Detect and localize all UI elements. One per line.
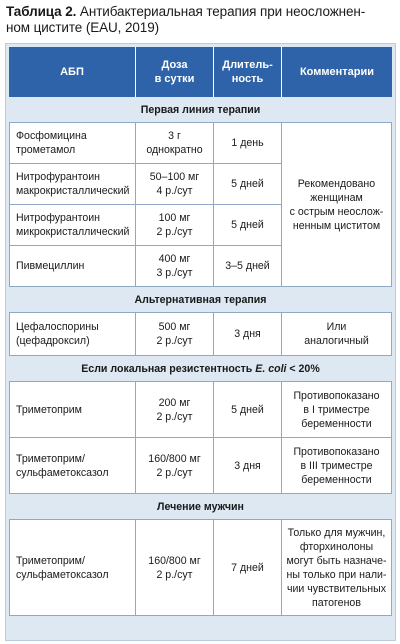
table-title: Антибактериальная терапия при неосложнен- ном цистите (EAU, 2019)	[6, 4, 366, 35]
table-row	[9, 313, 392, 356]
antibacterial-therapy-table	[9, 47, 392, 616]
table-row	[9, 438, 392, 494]
duration-cell: 5 дней	[214, 164, 282, 205]
comment-cell: Или аналогичный	[282, 313, 392, 356]
duration-cell: 5 дней	[214, 382, 282, 438]
section-first-line: Первая линия терапии	[9, 97, 392, 123]
section-men: Лечение мужчин	[9, 494, 392, 520]
table-caption	[0, 0, 400, 42]
section-alternative: Альтернативная терапия	[9, 287, 392, 313]
section-resistance-organism: E. coli	[255, 362, 287, 375]
dose-cell: 500 мг 2 р./сут	[136, 313, 214, 356]
dose-cell: 400 мг 3 р./сут	[136, 246, 214, 287]
comment-cell: Рекомендовано женщинам с острым неослож- ненным циститом	[282, 123, 392, 287]
duration-cell: 3–5 дней	[214, 246, 282, 287]
section-resistance	[9, 356, 392, 382]
header-row	[9, 47, 392, 97]
section-row	[9, 287, 392, 313]
header-duration: Длитель- ность	[214, 47, 282, 97]
header-comments: Комментарии	[282, 47, 392, 97]
section-resistance-prefix: Если локальная резистентность	[81, 362, 256, 375]
comment-cell: Противопоказано в III триместре беременности	[282, 438, 392, 494]
dose-cell: 160/800 мг 2 р./сут	[136, 438, 214, 494]
duration-cell: 3 дня	[214, 313, 282, 356]
section-resistance-suffix: < 20%	[286, 362, 320, 375]
duration-cell: 7 дней	[214, 520, 282, 616]
header-dose: Доза в сутки	[136, 47, 214, 97]
section-row	[9, 356, 392, 382]
dose-cell: 200 мг 2 р./сут	[136, 382, 214, 438]
table-row	[9, 382, 392, 438]
drug-cell: Нитрофурантоин микрокристаллический	[9, 205, 136, 246]
drug-cell: Триметоприм	[9, 382, 136, 438]
drug-cell: Фосфомицина трометамол	[9, 123, 136, 164]
dose-cell: 50–100 мг 4 р./сут	[136, 164, 214, 205]
comment-cell: Только для мужчин, фторхинолоны могут быть назначе- ны только при нали- чии чувствительных патогенов	[282, 520, 392, 616]
table-row	[9, 520, 392, 616]
drug-cell: Пивмециллин	[9, 246, 136, 287]
dose-cell: 160/800 мг 2 р./сут	[136, 520, 214, 616]
section-row	[9, 494, 392, 520]
drug-cell: Цефалоспорины (цефадроксил)	[9, 313, 136, 356]
section-row	[9, 97, 392, 123]
duration-cell: 5 дней	[214, 205, 282, 246]
drug-cell: Триметоприм/ сульфаметоксазол	[9, 520, 136, 616]
drug-cell: Триметоприм/ сульфаметоксазол	[9, 438, 136, 494]
duration-cell: 1 день	[214, 123, 282, 164]
duration-cell: 3 дня	[214, 438, 282, 494]
table-number: Таблица 2.	[6, 4, 77, 19]
dose-cell: 100 мг 2 р./сут	[136, 205, 214, 246]
header-abp: АБП	[9, 47, 136, 97]
comment-cell: Противопоказано в I триместре беременности	[282, 382, 392, 438]
dose-cell: 3 г однократно	[136, 123, 214, 164]
table-row	[9, 123, 392, 164]
drug-cell: Нитрофурантоин макрокристаллический	[9, 164, 136, 205]
table-frame	[5, 43, 396, 641]
